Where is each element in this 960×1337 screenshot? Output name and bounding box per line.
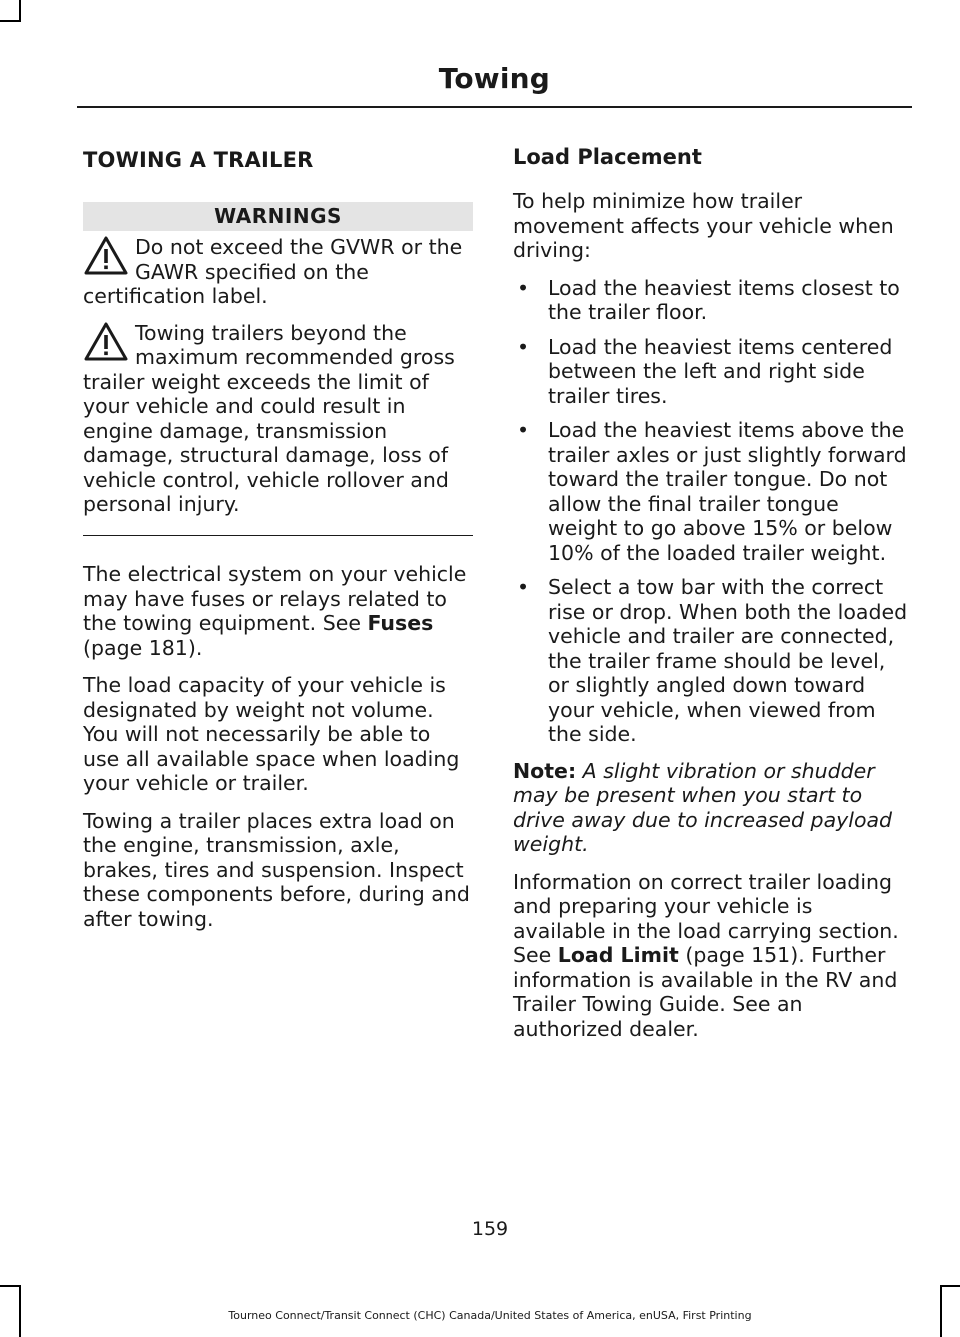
load-placement-heading: Load Placement xyxy=(513,145,702,169)
paragraph-load-capacity: The load capacity of your vehicle is designated by weight not volume. You will not necessarily be able to use all available space when loading your vehicle or trailer. xyxy=(83,673,460,795)
list-item: • Load the heaviest items closest to the trailer floor. xyxy=(517,275,900,324)
paragraph-electrical: The electrical system on your vehicle may have fuses or relays related to the towing equipment. See Fuses (page 181). xyxy=(83,562,467,660)
warnings-banner: WARNINGS xyxy=(83,202,473,231)
crop-mark xyxy=(940,1285,960,1287)
warning-text: Towing trailers beyond the maximum recommended gross trailer weight exceeds the limit of your vehicle and could result in engine damage, transmission damage, structural damage, loss of vehicle control, vehicle rollover and personal injury. xyxy=(83,320,455,516)
warnings-end-rule xyxy=(83,535,473,537)
crop-mark xyxy=(0,20,21,22)
note-label: Note: xyxy=(513,758,577,783)
page-number: 159 xyxy=(471,1218,509,1240)
note-text: A slight vibration or shudder may be present when you start to drive away due to increased payload weight. xyxy=(513,758,893,856)
paragraph-info: Information on correct trailer loading and preparing your vehicle is available in the load carrying section. See Load Limit (page 151). Further information is available in the RV and Trailer Towing Guide. See an authorized dealer. xyxy=(513,869,899,1041)
left-column xyxy=(83,148,473,944)
crop-mark xyxy=(19,0,21,22)
warning-item xyxy=(83,235,473,309)
bullet-dot: • xyxy=(517,575,530,599)
header-rule xyxy=(77,106,912,108)
load-limit-link[interactable]: Load Limit xyxy=(557,943,679,967)
list-item: • Select a tow bar with the correct rise or drop. When both the loaded vehicle and trailer are connected, the trailer frame should be level, or slightly angled down toward your vehicle, when viewed from the side. xyxy=(517,575,908,746)
note-paragraph xyxy=(513,759,908,857)
crop-mark xyxy=(0,1285,21,1287)
warning-text: Do not exceed the GVWR or the GAWR specified on the certification label. xyxy=(83,235,463,308)
bullet-dot: • xyxy=(517,275,530,300)
paragraph-towing-load: Towing a trailer places extra load on the engine, transmission, axle, brakes, tires and suspension. Inspect these components before, during and after towing. xyxy=(83,808,470,931)
fuses-link[interactable]: Fuses xyxy=(367,611,434,635)
bullet-dot: • xyxy=(517,334,530,359)
bullet-dot: • xyxy=(517,418,530,442)
list-item: • Load the heaviest items above the trailer axles or just slightly forward toward the trailer tongue. Do not allow the final trailer tongue weight to go above 15% or below 10% of the loaded trailer weight. xyxy=(517,418,907,565)
warning-triangle-icon xyxy=(83,321,129,363)
bullet-list xyxy=(513,276,908,747)
paragraph-intro: To help minimize how trailer movement affects your vehicle when driving: xyxy=(513,189,894,262)
footer-text: Tourneo Connect/Transit Connect (CHC) Canada/United States of America, enUSA, First Printing xyxy=(228,1309,752,1322)
page-header-title: Towing xyxy=(438,62,550,95)
list-item: • Load the heaviest items centered between the left and right side trailer tires. xyxy=(517,334,893,408)
warning-item xyxy=(83,321,473,517)
warning-triangle-icon xyxy=(83,235,129,277)
right-column xyxy=(513,145,908,1054)
section-heading: TOWING A TRAILER xyxy=(83,148,314,172)
